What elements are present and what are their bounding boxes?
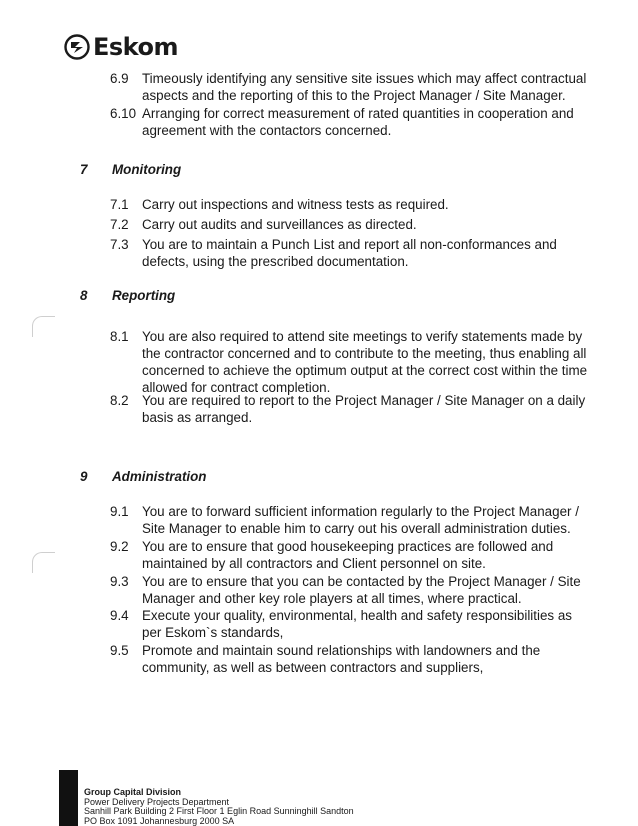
item-number: 6.10 [110,106,137,121]
list-item [110,503,590,537]
item-number: 9.2 [110,539,129,554]
item-text: Execute your quality, environmental, health and safety responsibilities as per Eskom`s standards, [142,608,572,640]
item-number: 9.3 [110,574,129,589]
item-number: 6.9 [110,71,129,86]
item-text: You are to ensure that you can be contacted by the Project Manager / Site Manager and other key role players at all times, where practical. [142,574,581,606]
list-item [110,573,590,607]
item-text: Promote and maintain sound relationships with landowners and the community, as well as between contractors and suppliers, [142,643,541,675]
section-number: 8 [80,288,88,303]
footer-street-address: Sanhill Park Building 2 First Floor 1 Eglin Road Sunninghill Sandton [84,806,354,816]
section-title: Administration [112,469,207,484]
scan-artifact [32,552,55,573]
item-text: Carry out audits and surveillances as directed. [142,217,417,232]
list-item [110,642,590,676]
list-item [110,392,590,426]
section-title: Reporting [112,288,176,303]
footer-division: Group Capital Division [84,787,182,797]
footer-address [84,788,354,826]
list-item [110,105,590,139]
section-number: 9 [80,469,88,484]
list-item [110,328,590,396]
item-number: 9.5 [110,643,129,658]
eskom-wordmark: Eskom [93,33,178,61]
eskom-logo-icon [64,34,90,60]
footer-bar [59,770,78,826]
list-item [110,607,590,641]
item-number: 8.1 [110,329,129,344]
item-text: Carry out inspections and witness tests as required. [142,197,449,212]
section-number: 7 [80,162,88,177]
item-text: You are to forward sufficient information regularly to the Project Manager / Site Manager to enable him to carry out his overall administration duties. [142,504,579,536]
list-item [110,196,590,213]
item-text: You are to maintain a Punch List and report all non-conformances and defects, using the prescribed documentation. [142,237,557,269]
footer-po-box: PO Box 1091 Johannesburg 2000 SA [84,815,235,826]
list-item [110,70,590,104]
item-text: You are to ensure that good housekeeping practices are followed and maintained by all contractors and Client personnel on site. [142,539,554,571]
item-text: You are required to report to the Project Manager / Site Manager on a daily basis as arranged. [142,393,586,425]
footer-department: Power Delivery Projects Department [84,796,230,807]
item-text: Arranging for correct measurement of rated quantities in cooperation and agreement with the contactors concerned. [142,106,574,138]
item-number: 9.1 [110,504,129,519]
list-item [110,236,590,270]
scan-artifact [32,316,55,337]
section-title: Monitoring [112,162,182,177]
item-number: 8.2 [110,393,129,408]
item-text: You are also required to attend site meetings to verify statements made by the contractor concerned and to contribute to the meeting, thus enabling all concerned to achieve the optimum output at the correct cost within the time allowed for contract completion. [142,329,588,395]
item-number: 7.3 [110,237,129,252]
item-number: 7.2 [110,217,129,232]
list-item [110,216,590,233]
list-item [110,538,590,572]
item-number: 9.4 [110,608,129,623]
item-text: Timeously identifying any sensitive site issues which may affect contractual aspects and the reporting of this to the Project Manager / Site Manager. [142,71,587,103]
item-number: 7.1 [110,197,129,212]
eskom-logo [64,34,178,60]
